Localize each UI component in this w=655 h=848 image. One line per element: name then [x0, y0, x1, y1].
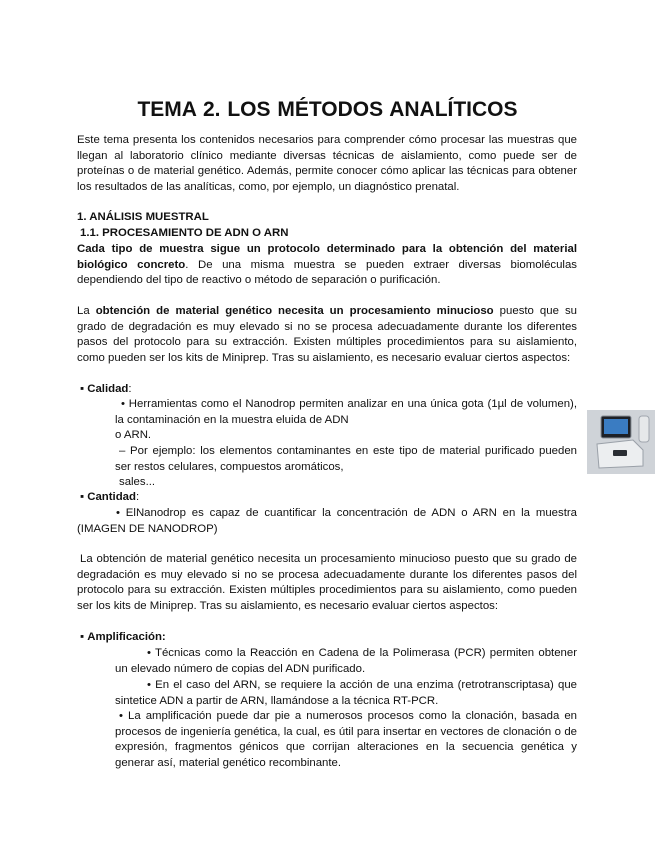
cantidad-colon: : — [135, 491, 140, 503]
bullet-square-icon: ▪ — [80, 631, 85, 643]
intro-paragraph: Este tema presenta los contenidos necesarios para comprender cómo procesar las muestras que llegan al laboratorio clínico mediante diversas técnicas de aislamiento, como puede ser de proteínas o de material genético. Además, permite conocer cómo aplicar las técnicas para obtener los resultados de las analíticas, como, por ejemplo, un diagnóstico prenatal. — [77, 134, 577, 193]
calidad-item-nanodrop: • Herramientas como el Nanodrop permiten analizar en una única gota (1µl de volumen), la contaminación en la muestra eluida de ADN — [115, 398, 577, 426]
amp-item-pcr: • Técnicas como la Reacción en Cadena de la Polimerasa (PCR) permiten obtener un elevado número de copias del ADN purificado. — [115, 647, 577, 675]
amplificacion-label: Amplificación: — [87, 631, 166, 643]
calidad-colon: : — [128, 383, 132, 395]
bullet-calidad — [80, 382, 132, 398]
section-heading: 1. ANÁLISIS MUESTRAL — [77, 211, 209, 223]
bullet-square-icon: ▪ — [80, 491, 85, 503]
cantidad-item: • ElNanodrop es capaz de cuantificar la concentración de ADN o ARN en la muestra (IMAGEN DE NANODROP) — [77, 507, 577, 535]
calidad-item-nanodrop-cont: o ARN. — [115, 429, 152, 441]
paragraph-genetic-rest: puesto que su grado de degradación es muy elevado si no se procesa adecuadamente durante los diferentes pasos del protocolo para su extracción. Existen múltiples procedimientos para su aislamiento, como pueden ser los kits de Miniprep. Tras su aislamiento, es necesario evaluar ciertos aspectos: — [77, 305, 577, 364]
page-title: TEMA 2. LOS MÉTODOS ANALÍTICOS — [137, 98, 518, 121]
calidad-label: Calidad — [87, 383, 129, 395]
paragraph-protocol-bold: Cada tipo de muestra sigue un protocolo determinado para la obtención del material biológico concreto — [77, 243, 577, 271]
calidad-item-example: – Por ejemplo: los elementos contaminantes en este tipo de material purificado pueden ser restos celulares, compuestos aromáticos, — [115, 445, 577, 473]
nanodrop-device-icon — [587, 410, 655, 474]
paragraph-protocol — [77, 242, 577, 289]
paragraph-genetic-pre: La — [77, 305, 96, 317]
nanodrop-image — [587, 410, 655, 474]
amp-item-rtpcr: • En el caso del ARN, se requiere la acción de una enzima (retrotranscriptasa) que sintetice ADN a partir de ARN, llamándose a la técnica RT-PCR. — [115, 679, 577, 707]
calidad-item-example-cont: sales... — [119, 476, 156, 488]
paragraph-genetic-bold: obtención de material genético necesita un procesamiento minucioso — [95, 305, 494, 317]
bullet-amplificacion — [80, 630, 166, 646]
subsection-heading: 1.1. PROCESAMIENTO DE ADN O ARN — [80, 227, 289, 239]
cantidad-label: Cantidad — [87, 491, 136, 503]
amp-item-cloning: • La amplificación puede dar pie a numerosos procesos como la clonación, basada en procesos de ingeniería genética, la cual, es útil para insertar en vectores de clonación o de expresión, fragmentos génicos que corrijan alteraciones en la secuencia genética y generar así, material genético recombinante. — [115, 710, 577, 769]
paragraph-genetic-material — [77, 304, 577, 366]
bullet-square-icon: ▪ — [80, 383, 85, 395]
paragraph-repeat: La obtención de material genético necesita un procesamiento minucioso puesto que su grado de degradación es muy elevado si no se procesa adecuadamente durante los diferentes pasos del protocolo para su extracción. Existen múltiples procedimientos para su aislamiento, como pueden ser los kits de Miniprep. Tras su aislamiento, es necesario evaluar ciertos aspectos: — [77, 553, 577, 612]
paragraph-protocol-rest: . De una misma muestra se pueden extraer diversas biomoléculas dependiendo del tipo de reactivo o método de separación o purificación. — [77, 258, 577, 287]
bullet-cantidad — [80, 490, 139, 506]
